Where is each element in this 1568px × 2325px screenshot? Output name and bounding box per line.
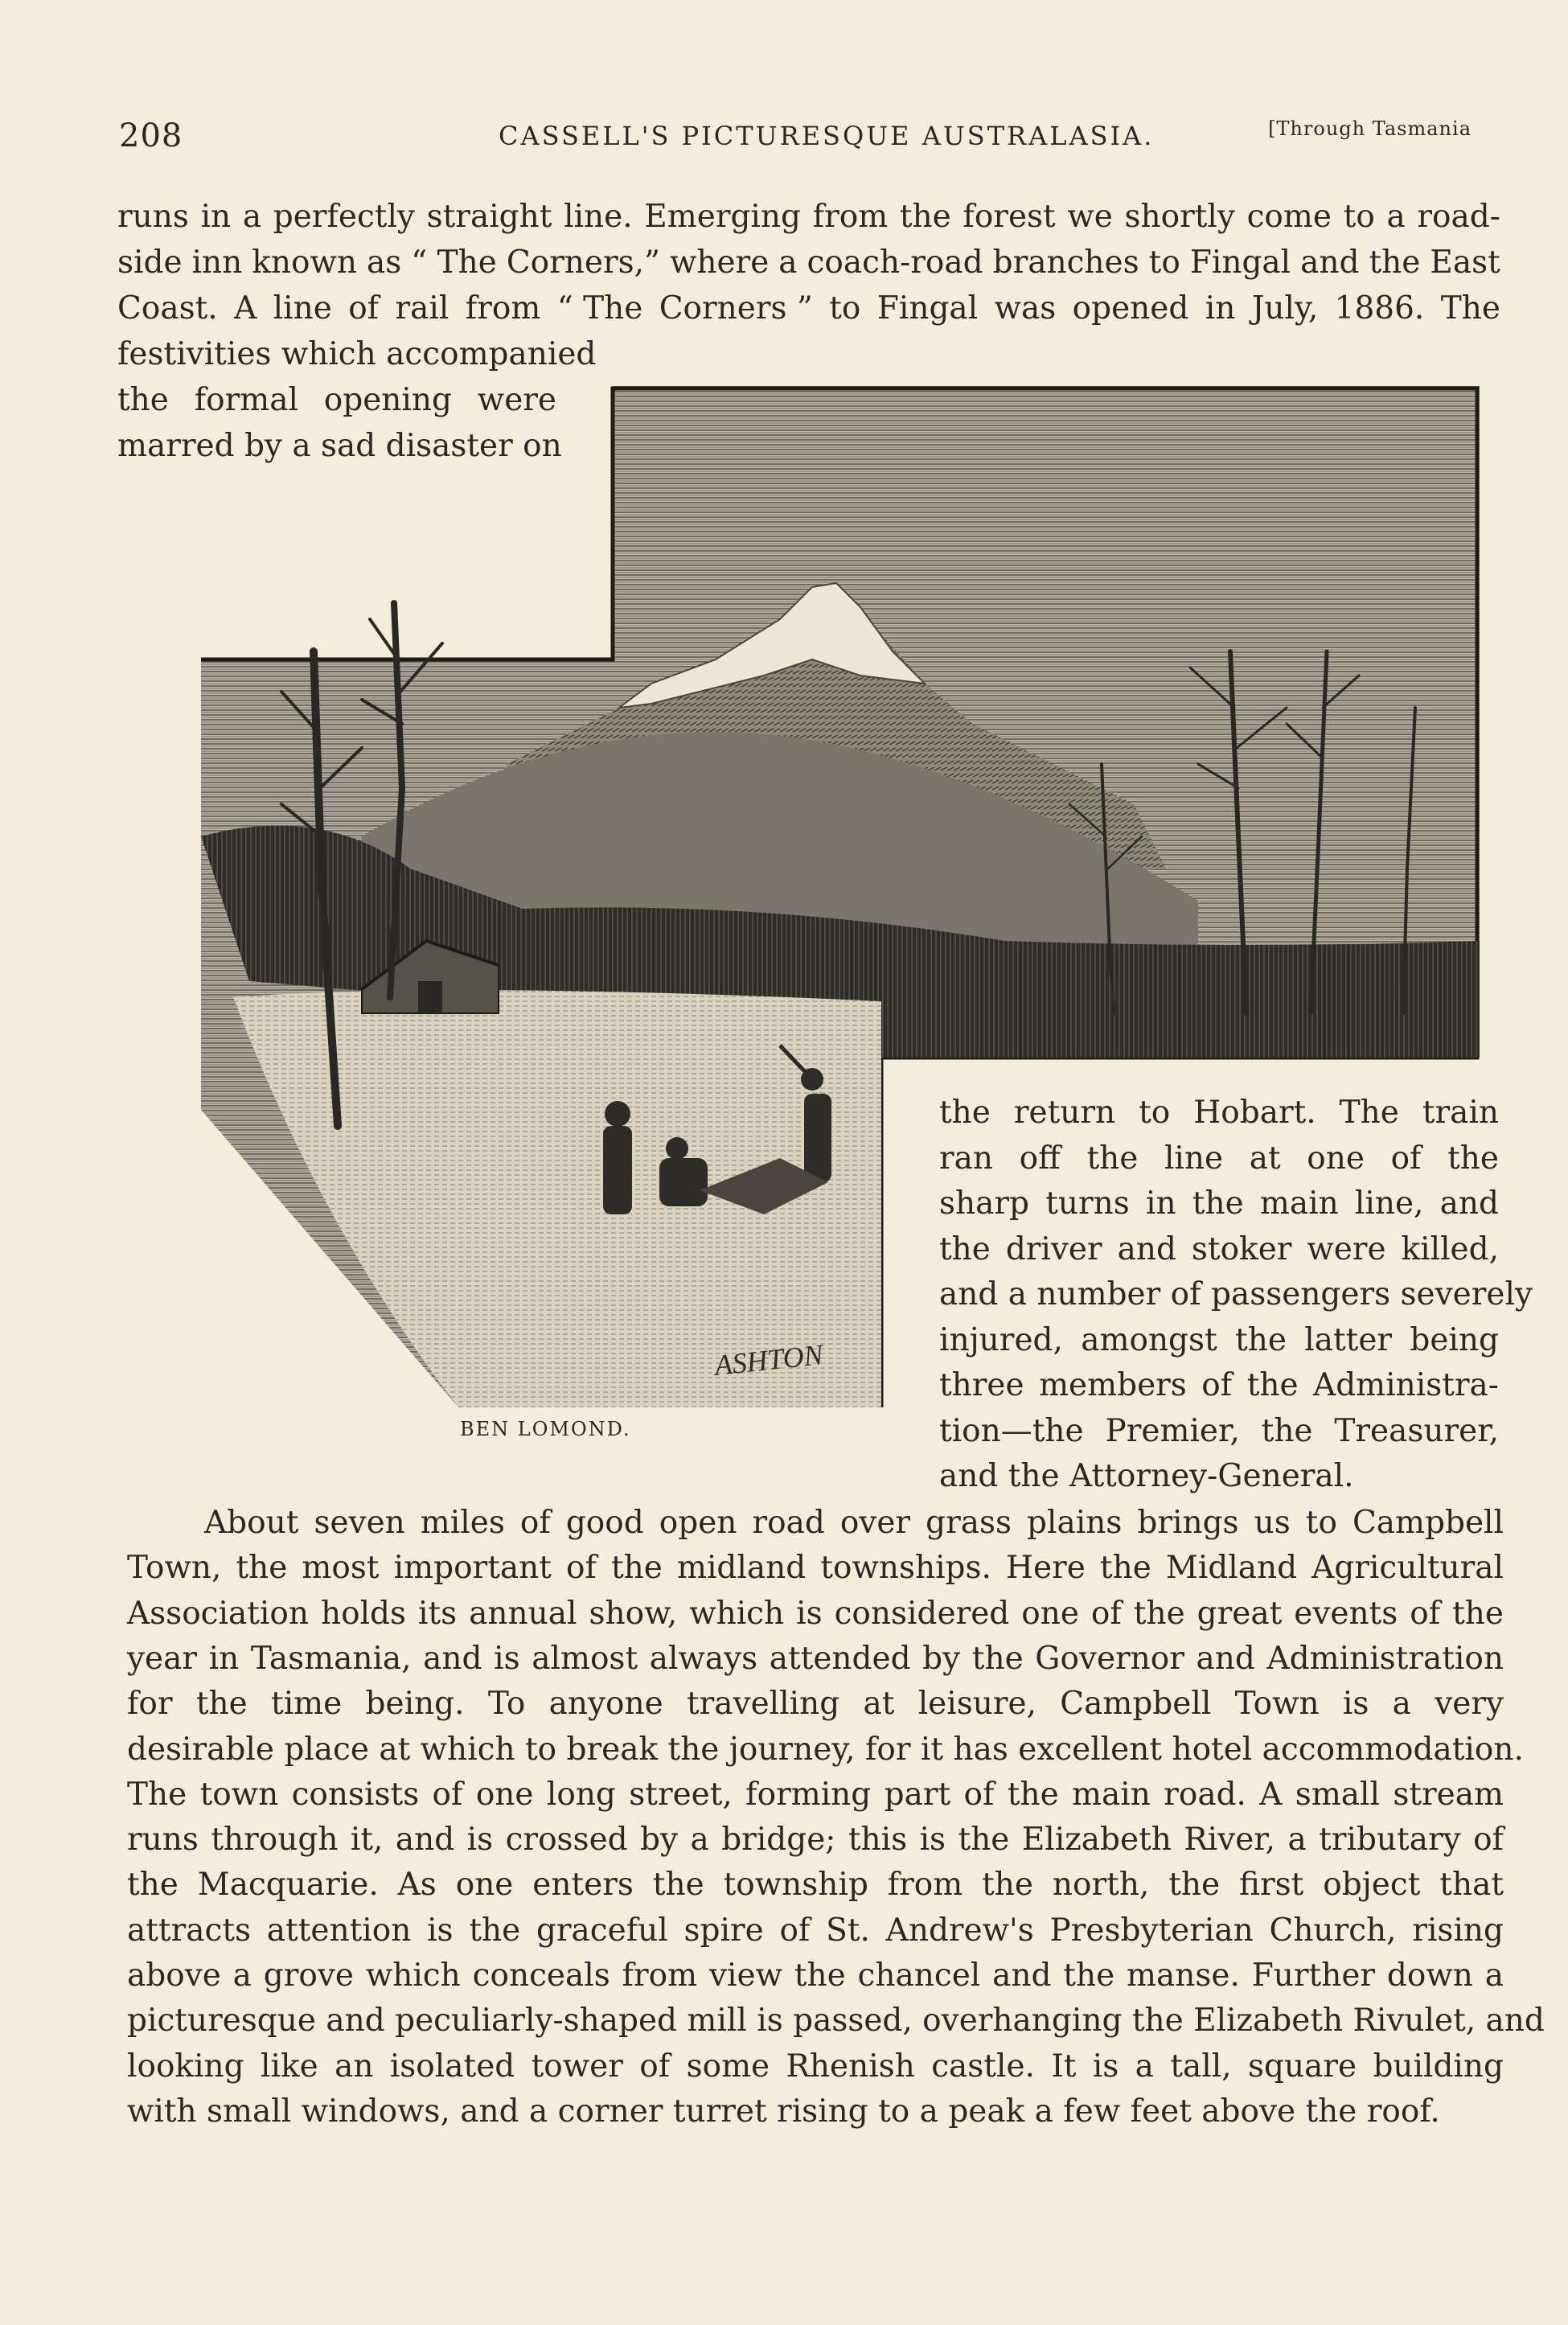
word: to bbox=[1148, 244, 1180, 281]
section-tag: [Through Tasmania bbox=[1268, 117, 1472, 140]
word: Fingal bbox=[1189, 244, 1291, 281]
word: rail bbox=[395, 290, 449, 327]
word: shortly bbox=[1124, 199, 1235, 235]
word: known bbox=[252, 244, 357, 281]
body-line-text: attracts attention is the graceful spire of St. Andrew's Presbyterian Church, rising bbox=[127, 1912, 1504, 1949]
word: we bbox=[1067, 199, 1113, 235]
word: to bbox=[1343, 199, 1375, 235]
word: from bbox=[812, 199, 889, 235]
body-line-text: with small windows, and a corner turret rising to a peak a few feet above the roof. bbox=[127, 2093, 1440, 2130]
word: The bbox=[1440, 290, 1500, 327]
body-line-text: About seven miles of good open road over grass plains brings us to Campbell bbox=[204, 1505, 1504, 1541]
figure-caption: BEN LOMOND. bbox=[460, 1418, 631, 1440]
right-column-line-text: the return to Hobart. The train bbox=[939, 1095, 1499, 1131]
word: the bbox=[899, 199, 951, 235]
intro-line bbox=[117, 195, 1500, 240]
right-column-line-text: and the Attorney-General. bbox=[939, 1458, 1354, 1494]
word: come bbox=[1246, 199, 1332, 235]
body-line-text: Town, the most important of the midland townships. Here the Midland Agricultural bbox=[127, 1550, 1504, 1587]
word: perfectly bbox=[273, 199, 415, 235]
word: and bbox=[1300, 244, 1360, 281]
word: Coast. bbox=[117, 290, 218, 327]
body-line bbox=[204, 1501, 1504, 1546]
body-line-text: looking like an isolated tower of some Rhenish castle. It is a tall, square building bbox=[127, 2048, 1504, 2085]
word: where bbox=[669, 244, 770, 281]
body-line bbox=[127, 1727, 1524, 1773]
left-column-line bbox=[117, 332, 597, 377]
ben-lomond-engraving bbox=[201, 386, 1480, 1464]
engraver-signature: ASHTON bbox=[712, 1338, 825, 1382]
body-line bbox=[127, 1953, 1504, 1998]
body-line-text: picturesque and peculiarly-shaped mill is passed, overhanging the Elizabeth Rivulet, and bbox=[127, 2003, 1545, 2040]
left-column-line-text: marred by a sad disaster on bbox=[117, 428, 562, 464]
right-column-line-text: injured, amongst the latter being bbox=[939, 1321, 1499, 1358]
page-header bbox=[113, 113, 1472, 161]
word: Corners,” bbox=[506, 244, 660, 281]
word: line. bbox=[564, 199, 633, 235]
body-line bbox=[127, 1592, 1504, 1637]
body-line bbox=[127, 1682, 1504, 1727]
body-line bbox=[127, 1998, 1545, 2044]
word: in bbox=[1205, 290, 1236, 327]
word: forest bbox=[963, 199, 1056, 235]
word: of bbox=[348, 290, 380, 327]
word: was bbox=[994, 290, 1057, 327]
word: runs bbox=[117, 199, 189, 235]
body-line bbox=[127, 1546, 1504, 1591]
body-line bbox=[127, 1773, 1504, 1818]
word: inn bbox=[191, 244, 243, 281]
word: a bbox=[242, 199, 262, 235]
word: July, bbox=[1251, 290, 1319, 327]
word: Emerging bbox=[644, 199, 801, 235]
word: a bbox=[1386, 199, 1406, 235]
word: to bbox=[829, 290, 861, 327]
word: line bbox=[273, 290, 332, 327]
right-column-line-text: the driver and stoker were killed, bbox=[939, 1230, 1499, 1267]
word: from bbox=[465, 290, 541, 327]
word: Corners ” bbox=[659, 290, 813, 327]
body-line-text: year in Tasmania, and is almost always attended by the Governor and Administration bbox=[127, 1640, 1504, 1677]
right-column-line-text: and a number of passengers severely bbox=[939, 1276, 1533, 1312]
body-line-text: Association holds its annual show, which is considered one of the great events of the bbox=[127, 1595, 1504, 1632]
word: East bbox=[1430, 244, 1500, 281]
word: straight bbox=[426, 199, 552, 235]
right-column-line-text: ran off the line at one of the bbox=[939, 1140, 1499, 1177]
body-line-text: the Macquarie. As one enters the township from the north, the first object that bbox=[127, 1867, 1504, 1904]
running-title: CASSELL'S PICTURESQUE AUSTRALASIA. bbox=[499, 121, 1155, 151]
intro-line bbox=[117, 240, 1500, 285]
body-line-text: above a grove which conceals from view the chancel and the manse. Further down a bbox=[127, 1957, 1504, 1994]
left-column-line-text: the formal opening were bbox=[117, 382, 556, 418]
word: “ The bbox=[411, 244, 497, 281]
word: “ The bbox=[556, 290, 643, 327]
body-line bbox=[127, 2044, 1504, 2089]
right-column-line-text: tion—the Premier, the Treasurer, bbox=[939, 1412, 1499, 1449]
word: branches bbox=[992, 244, 1139, 281]
word: as bbox=[367, 244, 402, 281]
word: 1886. bbox=[1334, 290, 1425, 327]
page-number: 208 bbox=[119, 117, 183, 154]
word: Fingal bbox=[876, 290, 979, 327]
word: a bbox=[778, 244, 798, 281]
body-line-text: runs through it, and is crossed by a bridge; this is the Elizabeth River, a tributary of bbox=[127, 1822, 1504, 1859]
intro-line bbox=[117, 286, 1500, 331]
right-column-line-text: three members of the Administra- bbox=[939, 1367, 1499, 1403]
word: road- bbox=[1417, 199, 1500, 235]
word: coach-road bbox=[807, 244, 983, 281]
right-column-line-text: sharp turns in the main line, and bbox=[939, 1185, 1499, 1222]
word: side bbox=[117, 244, 183, 281]
body-line bbox=[127, 1637, 1504, 1682]
body-line bbox=[127, 2089, 1504, 2134]
body-line bbox=[127, 1908, 1504, 1953]
body-line-text: desirable place at which to break the journey, for it has excellent hotel accommodation. bbox=[127, 1731, 1524, 1768]
word: opened bbox=[1072, 290, 1189, 327]
body-line-text: for the time being. To anyone travelling at leisure, Campbell Town is a very bbox=[127, 1686, 1504, 1723]
left-column-line-text: festivities which accompanied bbox=[117, 336, 597, 372]
word: A bbox=[234, 290, 257, 327]
body-line bbox=[127, 1818, 1504, 1863]
body-line bbox=[127, 1863, 1504, 1908]
body-line-text: The town consists of one long street, forming part of the main road. A small stream bbox=[127, 1776, 1504, 1813]
word: the bbox=[1369, 244, 1421, 281]
word: in bbox=[200, 199, 232, 235]
